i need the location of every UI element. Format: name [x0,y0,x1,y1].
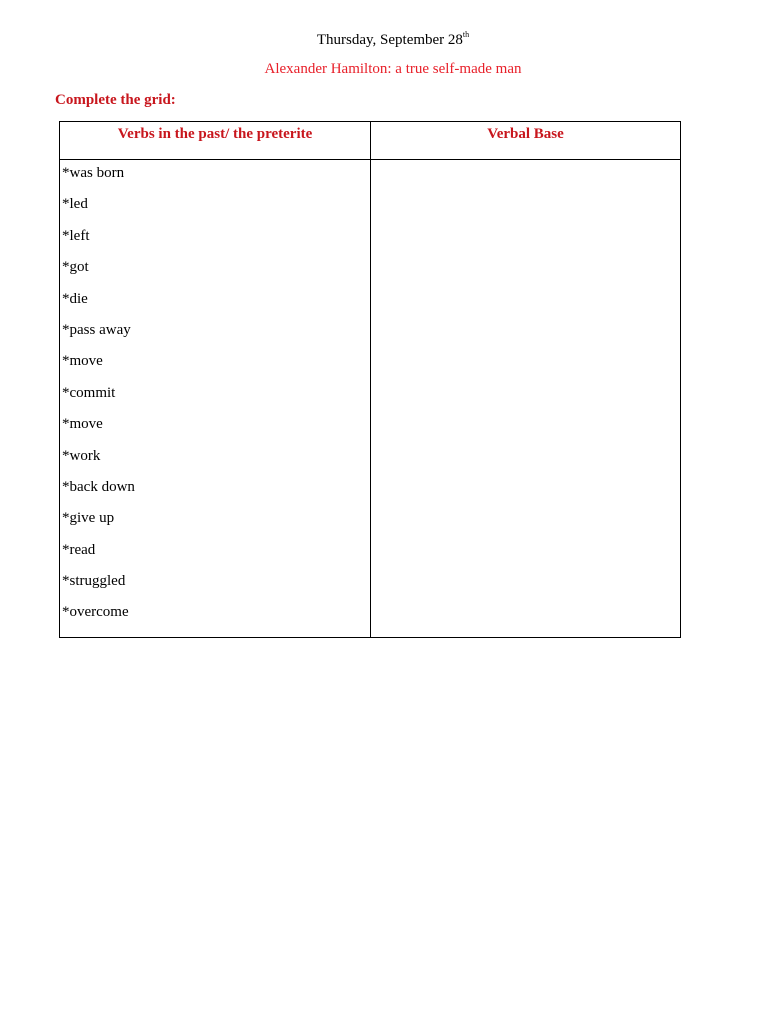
past-verbs-list [62,161,135,632]
verb-item: *give up [62,510,115,527]
table-header-row [60,122,680,160]
column-header-past-verbs: Verbs in the past/ the preterite [117,126,313,142]
verb-item: *led [62,196,88,213]
instruction-heading: Complete the grid: [55,92,176,108]
verb-item: *move [62,416,103,433]
verb-item: *die [62,290,88,307]
verb-item: *struggled [62,573,126,590]
date-line [0,30,768,50]
document-subtitle: Alexander Hamilton: a true self-made man [264,61,522,77]
verb-item: *was born [62,165,125,181]
verb-item: *got [62,259,89,276]
column-divider [370,122,371,637]
column-header-verbal-base: Verbal Base [487,126,564,142]
verb-grid-table [59,121,681,638]
verb-item: *back down [62,478,135,495]
date-text: Thursday, September 28 [316,32,463,48]
verb-item: *pass away [62,321,131,338]
verb-item: *move [62,353,103,370]
verb-item: *work [62,447,101,464]
date-ordinal-suffix: th [462,30,470,39]
verb-item: *overcome [62,604,129,621]
verb-item: *left [62,227,90,244]
verb-item: *read [62,541,96,558]
verb-item: *commit [62,384,116,401]
